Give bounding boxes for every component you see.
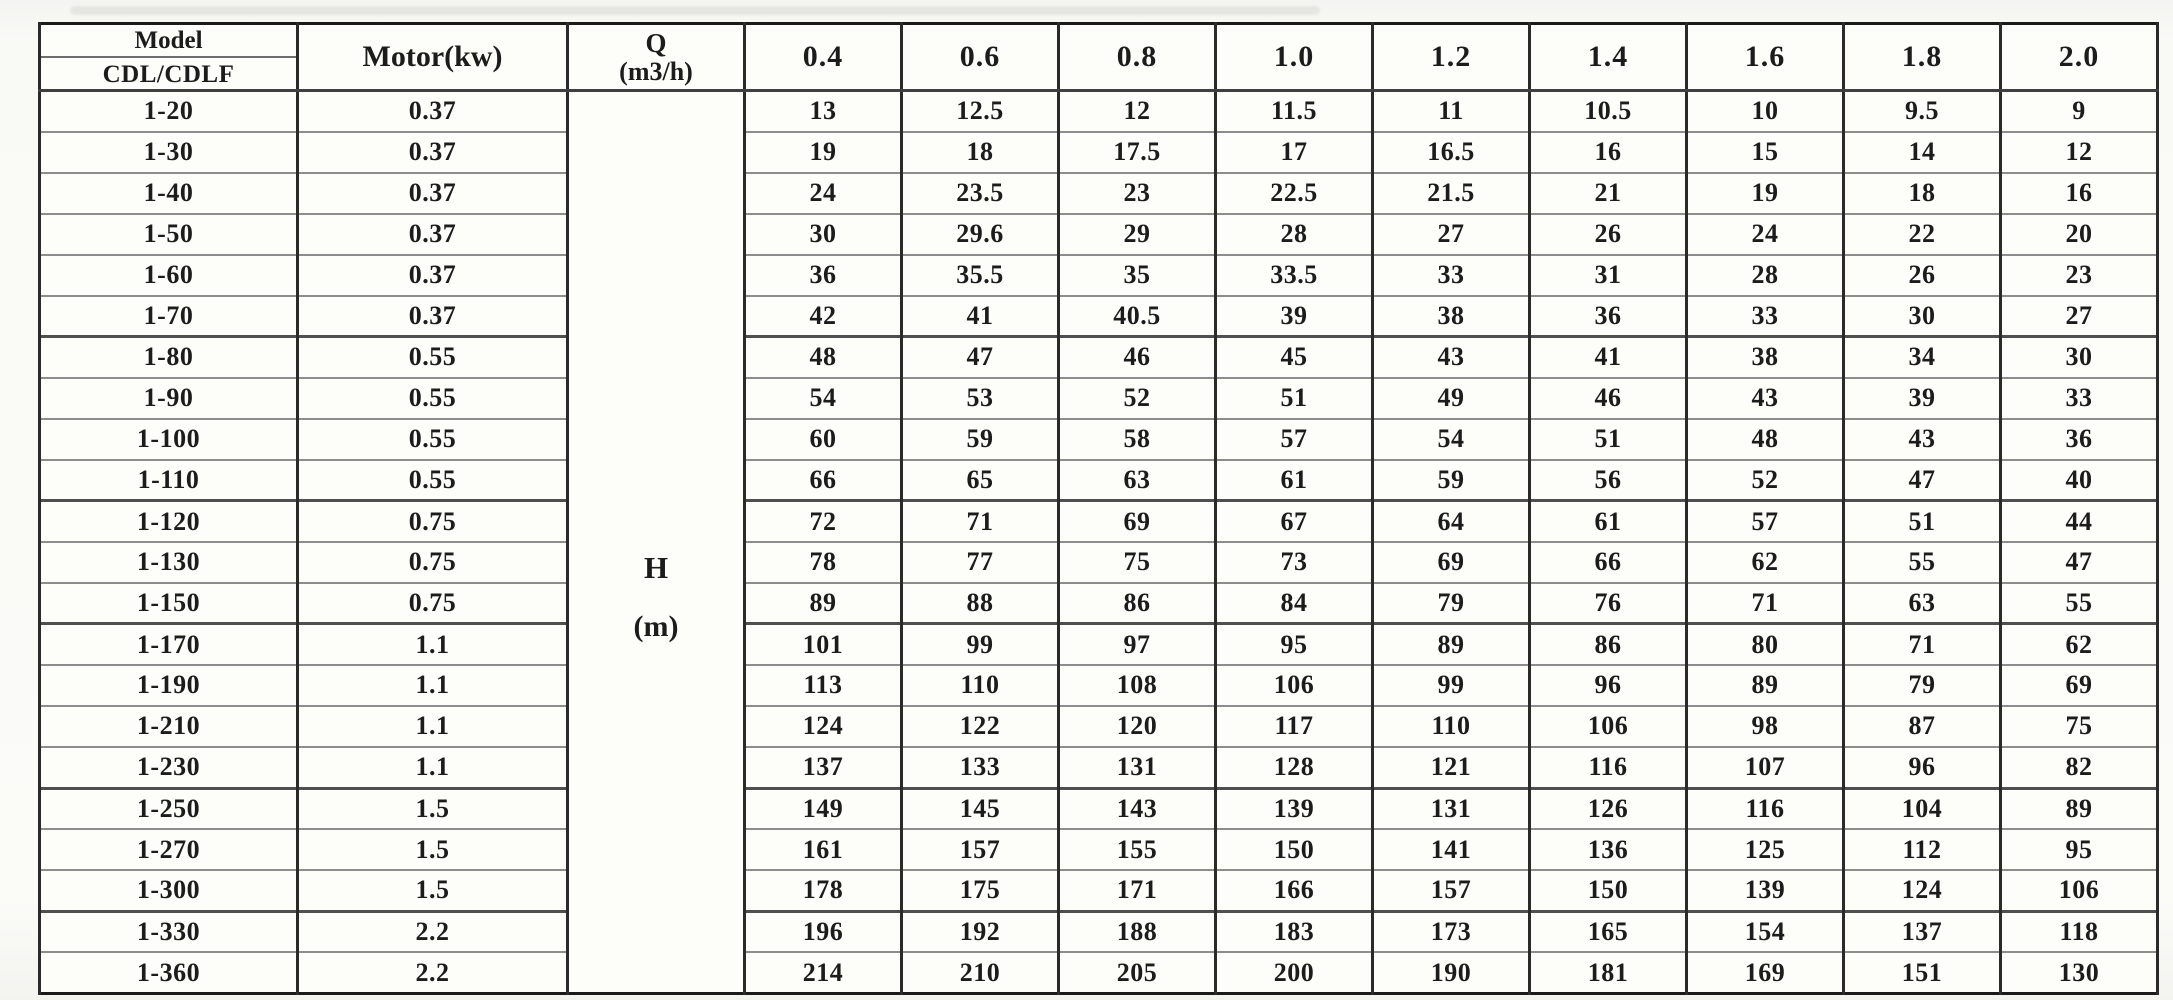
head-value-cell: 12: [1059, 91, 1216, 132]
head-value-cell: 120: [1059, 706, 1216, 747]
head-value-cell: 54: [1373, 419, 1530, 460]
model-cell: 1-90: [40, 378, 298, 419]
motor-power-cell: 1.5: [298, 788, 568, 829]
motor-header-label: Motor(kw): [362, 40, 503, 73]
head-value-cell: 96: [1844, 747, 2001, 788]
head-value-cell: 51: [1844, 501, 2001, 542]
head-value-cell: 41: [902, 296, 1059, 337]
model-cell: 1-60: [40, 255, 298, 296]
model-cell: 1-360: [40, 952, 298, 993]
head-value-cell: 133: [902, 747, 1059, 788]
motor-power-cell: 0.75: [298, 583, 568, 624]
head-value-cell: 181: [1530, 952, 1687, 993]
head-value-cell: 39: [1844, 378, 2001, 419]
head-value-cell: 61: [1216, 460, 1373, 501]
head-value-cell: 139: [1687, 870, 1844, 911]
table-row: [40, 173, 2158, 214]
head-value-cell: 23.5: [902, 173, 1059, 214]
head-value-cell: 23: [2001, 255, 2158, 296]
model-cell: 1-30: [40, 132, 298, 173]
head-value-cell: 141: [1373, 829, 1530, 870]
head-value-cell: 19: [1687, 173, 1844, 214]
head-value-cell: 169: [1687, 952, 1844, 993]
head-value-cell: 99: [1373, 665, 1530, 706]
flow-rate-column-header: 1.0: [1216, 24, 1373, 91]
head-value-cell: 49: [1373, 378, 1530, 419]
head-value-cell: 200: [1216, 952, 1373, 993]
head-value-cell: 38: [1687, 337, 1844, 378]
head-value-cell: 173: [1373, 911, 1530, 952]
head-value-cell: 27: [2001, 296, 2158, 337]
head-value-cell: 122: [902, 706, 1059, 747]
head-value-cell: 190: [1373, 952, 1530, 993]
table-row: [40, 337, 2158, 378]
head-value-cell: 99: [902, 624, 1059, 665]
head-value-cell: 66: [745, 460, 902, 501]
head-value-cell: 56: [1530, 460, 1687, 501]
table-row: [40, 788, 2158, 829]
motor-power-cell: 0.55: [298, 460, 568, 501]
table-row: [40, 501, 2158, 542]
head-value-cell: 11: [1373, 91, 1530, 132]
model-cell: 1-50: [40, 214, 298, 255]
head-value-cell: 51: [1216, 378, 1373, 419]
head-value-cell: 126: [1530, 788, 1687, 829]
head-value-cell: 89: [1687, 665, 1844, 706]
head-value-cell: 89: [745, 583, 902, 624]
head-value-cell: 84: [1216, 583, 1373, 624]
head-value-cell: 128: [1216, 747, 1373, 788]
head-value-cell: 27: [1373, 214, 1530, 255]
head-value-cell: 196: [745, 911, 902, 952]
head-value-cell: 11.5: [1216, 91, 1373, 132]
head-value-cell: 137: [1844, 911, 2001, 952]
head-value-cell: 39: [1216, 296, 1373, 337]
head-value-cell: 28: [1687, 255, 1844, 296]
head-value-cell: 88: [902, 583, 1059, 624]
head-value-cell: 30: [1844, 296, 2001, 337]
head-value-cell: 178: [745, 870, 902, 911]
flow-rate-column-header: 2.0: [2001, 24, 2158, 91]
model-cell: 1-100: [40, 419, 298, 460]
head-value-cell: 150: [1216, 829, 1373, 870]
motor-power-cell: 0.55: [298, 337, 568, 378]
head-value-cell: 65: [902, 460, 1059, 501]
head-value-cell: 110: [1373, 706, 1530, 747]
head-value-cell: 110: [902, 665, 1059, 706]
head-value-cell: 106: [1530, 706, 1687, 747]
head-value-cell: 29: [1059, 214, 1216, 255]
motor-power-cell: 1.1: [298, 624, 568, 665]
model-cell: 1-270: [40, 829, 298, 870]
motor-header-cell: [298, 24, 568, 91]
head-value-cell: 16: [1530, 132, 1687, 173]
head-value-cell: 59: [902, 419, 1059, 460]
head-value-cell: 86: [1059, 583, 1216, 624]
head-value-cell: 24: [745, 173, 902, 214]
head-symbol: H: [643, 550, 669, 585]
table-row: [40, 829, 2158, 870]
head-value-cell: 98: [1687, 706, 1844, 747]
table-row: [40, 91, 2158, 132]
head-value-cell: 73: [1216, 542, 1373, 583]
model-header-cell: [40, 24, 298, 91]
head-unit-merged-cell: [568, 91, 745, 994]
head-value-cell: 139: [1216, 788, 1373, 829]
head-value-cell: 151: [1844, 952, 2001, 993]
head-value-cell: 75: [2001, 706, 2158, 747]
head-value-cell: 60: [745, 419, 902, 460]
table-row: [40, 747, 2158, 788]
head-value-cell: 36: [745, 255, 902, 296]
head-value-cell: 22: [1844, 214, 2001, 255]
motor-power-cell: 1.5: [298, 829, 568, 870]
head-value-cell: 45: [1216, 337, 1373, 378]
head-label-block: [569, 550, 743, 644]
table-row: [40, 583, 2158, 624]
head-value-cell: 12.5: [902, 91, 1059, 132]
model-cell: 1-130: [40, 542, 298, 583]
head-value-cell: 125: [1687, 829, 1844, 870]
head-value-cell: 16.5: [1373, 132, 1530, 173]
head-value-cell: 157: [1373, 870, 1530, 911]
head-value-cell: 18: [1844, 173, 2001, 214]
table-row: [40, 952, 2158, 993]
head-value-cell: 112: [1844, 829, 2001, 870]
head-value-cell: 46: [1530, 378, 1687, 419]
head-value-cell: 71: [1687, 583, 1844, 624]
table-row: [40, 911, 2158, 952]
motor-power-cell: 0.37: [298, 173, 568, 214]
head-value-cell: 210: [902, 952, 1059, 993]
head-value-cell: 69: [2001, 665, 2158, 706]
model-header-title: Model: [41, 25, 296, 58]
head-value-cell: 44: [2001, 501, 2158, 542]
head-value-cell: 15: [1687, 132, 1844, 173]
head-value-cell: 155: [1059, 829, 1216, 870]
head-value-cell: 36: [1530, 296, 1687, 337]
head-value-cell: 175: [902, 870, 1059, 911]
head-value-cell: 31: [1530, 255, 1687, 296]
head-value-cell: 161: [745, 829, 902, 870]
head-value-cell: 71: [1844, 624, 2001, 665]
head-value-cell: 48: [1687, 419, 1844, 460]
head-value-cell: 47: [1844, 460, 2001, 501]
head-value-cell: 66: [1530, 542, 1687, 583]
head-value-cell: 9.5: [1844, 91, 2001, 132]
head-value-cell: 183: [1216, 911, 1373, 952]
head-value-cell: 61: [1530, 501, 1687, 542]
head-value-cell: 52: [1059, 378, 1216, 419]
model-cell: 1-190: [40, 665, 298, 706]
head-value-cell: 136: [1530, 829, 1687, 870]
head-value-cell: 54: [745, 378, 902, 419]
head-value-cell: 35.5: [902, 255, 1059, 296]
table-row: [40, 419, 2158, 460]
motor-power-cell: 0.37: [298, 296, 568, 337]
flow-rate-column-header: 1.6: [1687, 24, 1844, 91]
head-value-cell: 118: [2001, 911, 2158, 952]
flow-rate-column-header: 1.2: [1373, 24, 1530, 91]
head-value-cell: 131: [1059, 747, 1216, 788]
motor-power-cell: 0.37: [298, 214, 568, 255]
head-value-cell: 62: [2001, 624, 2158, 665]
head-value-cell: 58: [1059, 419, 1216, 460]
motor-power-cell: 1.1: [298, 665, 568, 706]
head-value-cell: 52: [1687, 460, 1844, 501]
head-value-cell: 89: [2001, 788, 2158, 829]
model-cell: 1-70: [40, 296, 298, 337]
head-value-cell: 42: [745, 296, 902, 337]
head-value-cell: 79: [1844, 665, 2001, 706]
motor-power-cell: 0.75: [298, 501, 568, 542]
flow-rate-column-header: 1.4: [1530, 24, 1687, 91]
head-value-cell: 47: [2001, 542, 2158, 583]
motor-power-cell: 0.37: [298, 255, 568, 296]
head-value-cell: 40.5: [1059, 296, 1216, 337]
head-value-cell: 43: [1844, 419, 2001, 460]
model-cell: 1-40: [40, 173, 298, 214]
head-value-cell: 33: [1687, 296, 1844, 337]
head-value-cell: 26: [1844, 255, 2001, 296]
motor-power-cell: 2.2: [298, 911, 568, 952]
head-value-cell: 33.5: [1216, 255, 1373, 296]
head-value-cell: 116: [1687, 788, 1844, 829]
head-value-cell: 19: [745, 132, 902, 173]
head-value-cell: 43: [1373, 337, 1530, 378]
head-value-cell: 46: [1059, 337, 1216, 378]
header-row: [40, 24, 2158, 91]
head-value-cell: 20: [2001, 214, 2158, 255]
model-header-series: CDL/CDLF: [102, 61, 235, 88]
head-value-cell: 23: [1059, 173, 1216, 214]
head-value-cell: 95: [1216, 624, 1373, 665]
head-value-cell: 18: [902, 132, 1059, 173]
head-value-cell: 72: [745, 501, 902, 542]
head-value-cell: 166: [1216, 870, 1373, 911]
head-value-cell: 69: [1373, 542, 1530, 583]
table-header: [40, 24, 2158, 91]
flow-rate-column-header: 0.4: [745, 24, 902, 91]
head-value-cell: 55: [1844, 542, 2001, 583]
head-value-cell: 150: [1530, 870, 1687, 911]
head-value-cell: 108: [1059, 665, 1216, 706]
head-value-cell: 87: [1844, 706, 2001, 747]
head-value-cell: 47: [902, 337, 1059, 378]
pump-performance-table: [38, 22, 2159, 995]
table-row: [40, 132, 2158, 173]
head-value-cell: 95: [2001, 829, 2158, 870]
table-row: [40, 214, 2158, 255]
head-value-cell: 124: [1844, 870, 2001, 911]
table-row: [40, 870, 2158, 911]
motor-power-cell: 1.5: [298, 870, 568, 911]
head-value-cell: 113: [745, 665, 902, 706]
table-row: [40, 255, 2158, 296]
model-cell: 1-300: [40, 870, 298, 911]
head-value-cell: 59: [1373, 460, 1530, 501]
head-value-cell: 21: [1530, 173, 1687, 214]
head-value-cell: 57: [1687, 501, 1844, 542]
head-value-cell: 36: [2001, 419, 2158, 460]
table-row: [40, 460, 2158, 501]
head-value-cell: 71: [902, 501, 1059, 542]
head-value-cell: 14: [1844, 132, 2001, 173]
head-value-cell: 63: [1059, 460, 1216, 501]
head-value-cell: 82: [2001, 747, 2158, 788]
table-body: [40, 91, 2158, 994]
head-value-cell: 24: [1687, 214, 1844, 255]
motor-power-cell: 1.1: [298, 747, 568, 788]
head-value-cell: 34: [1844, 337, 2001, 378]
head-value-cell: 76: [1530, 583, 1687, 624]
head-value-cell: 106: [2001, 870, 2158, 911]
head-value-cell: 10.5: [1530, 91, 1687, 132]
head-value-cell: 101: [745, 624, 902, 665]
flow-symbol: Q: [645, 28, 667, 59]
table-row: [40, 296, 2158, 337]
head-value-cell: 145: [902, 788, 1059, 829]
model-cell: 1-230: [40, 747, 298, 788]
head-value-cell: 165: [1530, 911, 1687, 952]
head-value-cell: 137: [745, 747, 902, 788]
head-value-cell: 96: [1530, 665, 1687, 706]
head-value-cell: 9: [2001, 91, 2158, 132]
table-row: [40, 542, 2158, 583]
head-value-cell: 121: [1373, 747, 1530, 788]
model-cell: 1-20: [40, 91, 298, 132]
head-value-cell: 30: [2001, 337, 2158, 378]
head-value-cell: 205: [1059, 952, 1216, 993]
head-value-cell: 143: [1059, 788, 1216, 829]
head-value-cell: 171: [1059, 870, 1216, 911]
motor-power-cell: 0.55: [298, 378, 568, 419]
head-value-cell: 26: [1530, 214, 1687, 255]
model-cell: 1-330: [40, 911, 298, 952]
head-value-cell: 10: [1687, 91, 1844, 132]
head-value-cell: 35: [1059, 255, 1216, 296]
motor-power-cell: 0.55: [298, 419, 568, 460]
head-value-cell: 97: [1059, 624, 1216, 665]
head-value-cell: 69: [1059, 501, 1216, 542]
head-value-cell: 77: [902, 542, 1059, 583]
head-value-cell: 17: [1216, 132, 1373, 173]
flow-unit: (m3/h): [619, 56, 693, 86]
model-cell: 1-80: [40, 337, 298, 378]
head-value-cell: 86: [1530, 624, 1687, 665]
model-cell: 1-210: [40, 706, 298, 747]
motor-power-cell: 0.75: [298, 542, 568, 583]
head-value-cell: 107: [1687, 747, 1844, 788]
flow-header-cell: [568, 24, 745, 91]
head-value-cell: 62: [1687, 542, 1844, 583]
model-cell: 1-250: [40, 788, 298, 829]
head-value-cell: 131: [1373, 788, 1530, 829]
head-value-cell: 28: [1216, 214, 1373, 255]
head-value-cell: 67: [1216, 501, 1373, 542]
head-value-cell: 78: [745, 542, 902, 583]
head-value-cell: 64: [1373, 501, 1530, 542]
scan-artifact: [70, 6, 1320, 15]
flow-rate-column-header: 1.8: [1844, 24, 2001, 91]
head-value-cell: 21.5: [1373, 173, 1530, 214]
head-value-cell: 57: [1216, 419, 1373, 460]
head-value-cell: 22.5: [1216, 173, 1373, 214]
head-value-cell: 75: [1059, 542, 1216, 583]
table-row: [40, 706, 2158, 747]
head-value-cell: 106: [1216, 665, 1373, 706]
head-value-cell: 41: [1530, 337, 1687, 378]
head-value-cell: 12: [2001, 132, 2158, 173]
head-value-cell: 104: [1844, 788, 2001, 829]
head-value-cell: 29.6: [902, 214, 1059, 255]
head-value-cell: 43: [1687, 378, 1844, 419]
model-cell: 1-120: [40, 501, 298, 542]
head-value-cell: 33: [2001, 378, 2158, 419]
head-value-cell: 63: [1844, 583, 2001, 624]
model-cell: 1-110: [40, 460, 298, 501]
head-value-cell: 192: [902, 911, 1059, 952]
head-value-cell: 30: [745, 214, 902, 255]
head-value-cell: 116: [1530, 747, 1687, 788]
head-value-cell: 33: [1373, 255, 1530, 296]
motor-power-cell: 2.2: [298, 952, 568, 993]
head-value-cell: 149: [745, 788, 902, 829]
flow-rate-column-header: 0.8: [1059, 24, 1216, 91]
model-cell: 1-150: [40, 583, 298, 624]
head-value-cell: 188: [1059, 911, 1216, 952]
head-value-cell: 48: [745, 337, 902, 378]
head-value-cell: 40: [2001, 460, 2158, 501]
head-value-cell: 214: [745, 952, 902, 993]
motor-power-cell: 0.37: [298, 132, 568, 173]
head-value-cell: 17.5: [1059, 132, 1216, 173]
head-value-cell: 89: [1373, 624, 1530, 665]
head-value-cell: 79: [1373, 583, 1530, 624]
motor-power-cell: 1.1: [298, 706, 568, 747]
head-value-cell: 53: [902, 378, 1059, 419]
table-row: [40, 665, 2158, 706]
table-row: [40, 624, 2158, 665]
head-value-cell: 16: [2001, 173, 2158, 214]
head-value-cell: 51: [1530, 419, 1687, 460]
flow-rate-column-header: 0.6: [902, 24, 1059, 91]
head-unit: (m): [633, 610, 679, 643]
head-value-cell: 38: [1373, 296, 1530, 337]
head-value-cell: 130: [2001, 952, 2158, 993]
head-value-cell: 80: [1687, 624, 1844, 665]
head-value-cell: 117: [1216, 706, 1373, 747]
head-value-cell: 154: [1687, 911, 1844, 952]
head-value-cell: 13: [745, 91, 902, 132]
head-value-cell: 157: [902, 829, 1059, 870]
motor-power-cell: 0.37: [298, 91, 568, 132]
head-value-cell: 124: [745, 706, 902, 747]
model-cell: 1-170: [40, 624, 298, 665]
head-value-cell: 55: [2001, 583, 2158, 624]
table-row: [40, 378, 2158, 419]
